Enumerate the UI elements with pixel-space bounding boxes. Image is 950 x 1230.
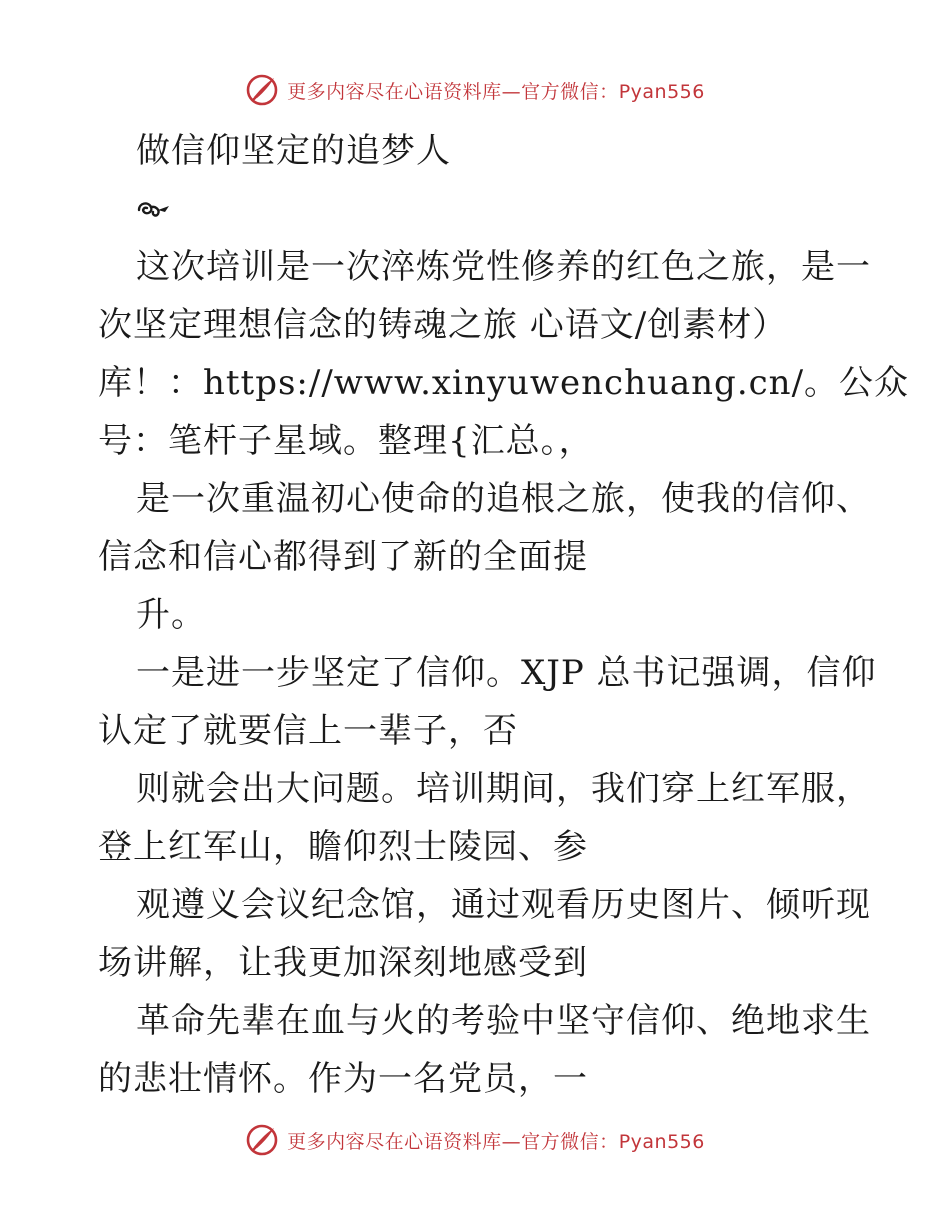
text-line: 革命先辈在血与火的考验中坚守信仰、绝地求生: [136, 1001, 871, 1041]
text-line: 升。: [136, 595, 206, 635]
banner-text: [287, 77, 705, 104]
footer-banner: [0, 1118, 950, 1162]
text-line: 的悲壮情怀。作为一名党员，一: [98, 1059, 588, 1099]
text-line: 次坚定理想信念的铸魂之旅 心语文/创素材）: [98, 305, 788, 345]
text-line: 这次培训是一次淬炼党性修养的红色之旅，是一: [136, 247, 871, 287]
header-banner: [0, 68, 950, 112]
text-line: 是一次重温初心使命的追根之旅，使我的信仰、: [136, 479, 871, 519]
banner-dash: —: [501, 80, 522, 103]
text-line: 登上红军山，瞻仰烈士陵园、参: [98, 827, 588, 867]
document-body: [98, 122, 910, 1108]
banner-wechat-handle: Pyan556: [618, 1130, 705, 1153]
swirl-ornament-icon: [136, 198, 172, 220]
quill-logo-icon: [245, 73, 279, 107]
text-line: 信念和信心都得到了新的全面提: [98, 537, 588, 577]
text-line: 观遵义会议纪念馆，通过观看历史图片、倾听现: [136, 885, 871, 925]
banner-slogan: 更多内容尽在心语资料库: [287, 1130, 502, 1153]
banner-wechat-label: 官方微信：: [521, 1130, 619, 1153]
text-line: 库！：https://www.xinyuwenchuang.cn/。公众: [98, 363, 910, 403]
document-title: 做信仰坚定的追梦人: [136, 131, 451, 171]
banner-slogan: 更多内容尽在心语资料库: [287, 80, 502, 103]
text-line: 则就会出大问题。培训期间，我们穿上红军服，: [136, 769, 871, 809]
text-line: 认定了就要信上一辈子，否: [98, 711, 518, 751]
text-line: 一是进一步坚定了信仰。XJP 总书记强调，信仰: [136, 653, 877, 693]
ornament-row: [98, 180, 858, 238]
banner-text: [287, 1127, 705, 1154]
text-line: 场讲解，让我更加深刻地感受到: [98, 943, 588, 983]
text-line: 号：笔杆子星域。整理{汇总。，: [98, 421, 594, 461]
banner-wechat-handle: Pyan556: [618, 80, 705, 103]
banner-dash: —: [501, 1130, 522, 1153]
quill-logo-icon: [245, 1123, 279, 1157]
banner-wechat-label: 官方微信：: [521, 80, 619, 103]
paragraph-lines: [98, 238, 910, 1108]
